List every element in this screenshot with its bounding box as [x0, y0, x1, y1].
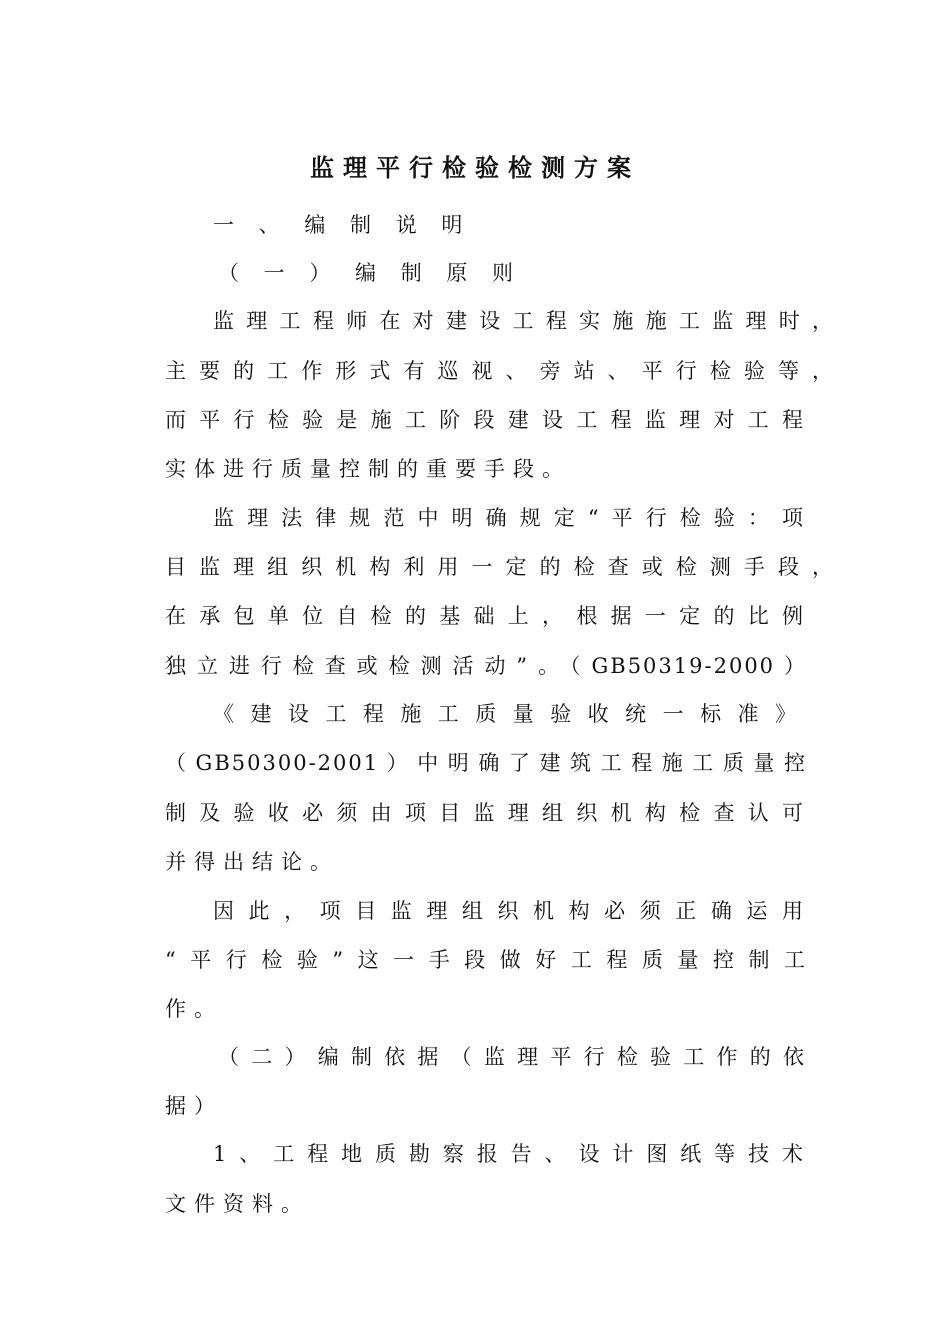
paragraph-line: 在承包单位自检的基础上，根据一定的比例: [165, 604, 805, 628]
paragraph-line: 目监理组织机构利用一定的检查或检测手段，: [165, 555, 835, 579]
paragraph-line: 主要的工作形式有巡视、旁站、平行检验等，: [165, 359, 835, 383]
paragraph-line: 监理工程师在对建设工程实施施工监理时，: [213, 309, 835, 333]
paragraph-line: 因此，项目监理组织机构必须正确运用: [213, 899, 805, 923]
paragraph-line: 监理法律规范中明确规定“平行检验：项: [213, 506, 805, 530]
list-item-line: 文件资料。: [165, 1192, 310, 1216]
subsection-heading-1: （ 一 ） 编 制 原 则: [218, 261, 523, 285]
paragraph-line: 实体进行质量控制的重要手段。: [165, 457, 571, 481]
list-item-line: 1、工程地质勘察报告、设计图纸等技术: [213, 1142, 805, 1166]
document-title: 监理平行检验检测方案: [310, 153, 640, 182]
paragraph-line: 独立进行检查或检测活动”。（GB50319-2000）: [165, 654, 807, 678]
subsection-heading-2: （二）编制依据（监理平行检验工作的依: [218, 1045, 806, 1069]
section-heading-1: 一 、 编 制 说 明: [213, 213, 472, 237]
paragraph-line: 并得出结论。: [165, 850, 339, 874]
subsection-heading-2-cont: 据）: [165, 1094, 223, 1118]
paragraph-line: “平行检验”这一手段做好工程质量控制工: [165, 948, 807, 972]
paragraph-line: 作。: [165, 997, 223, 1021]
paragraph-line: 制及验收必须由项目监理组织机构检查认可: [165, 801, 805, 825]
paragraph-line: 而平行检验是施工阶段建设工程监理对工程: [165, 408, 805, 432]
paragraph-line: 《建设工程施工质量验收统一标准》: [213, 702, 798, 726]
paragraph-line: （GB50300-2001）中明确了建筑工程施工质量控: [165, 751, 807, 775]
